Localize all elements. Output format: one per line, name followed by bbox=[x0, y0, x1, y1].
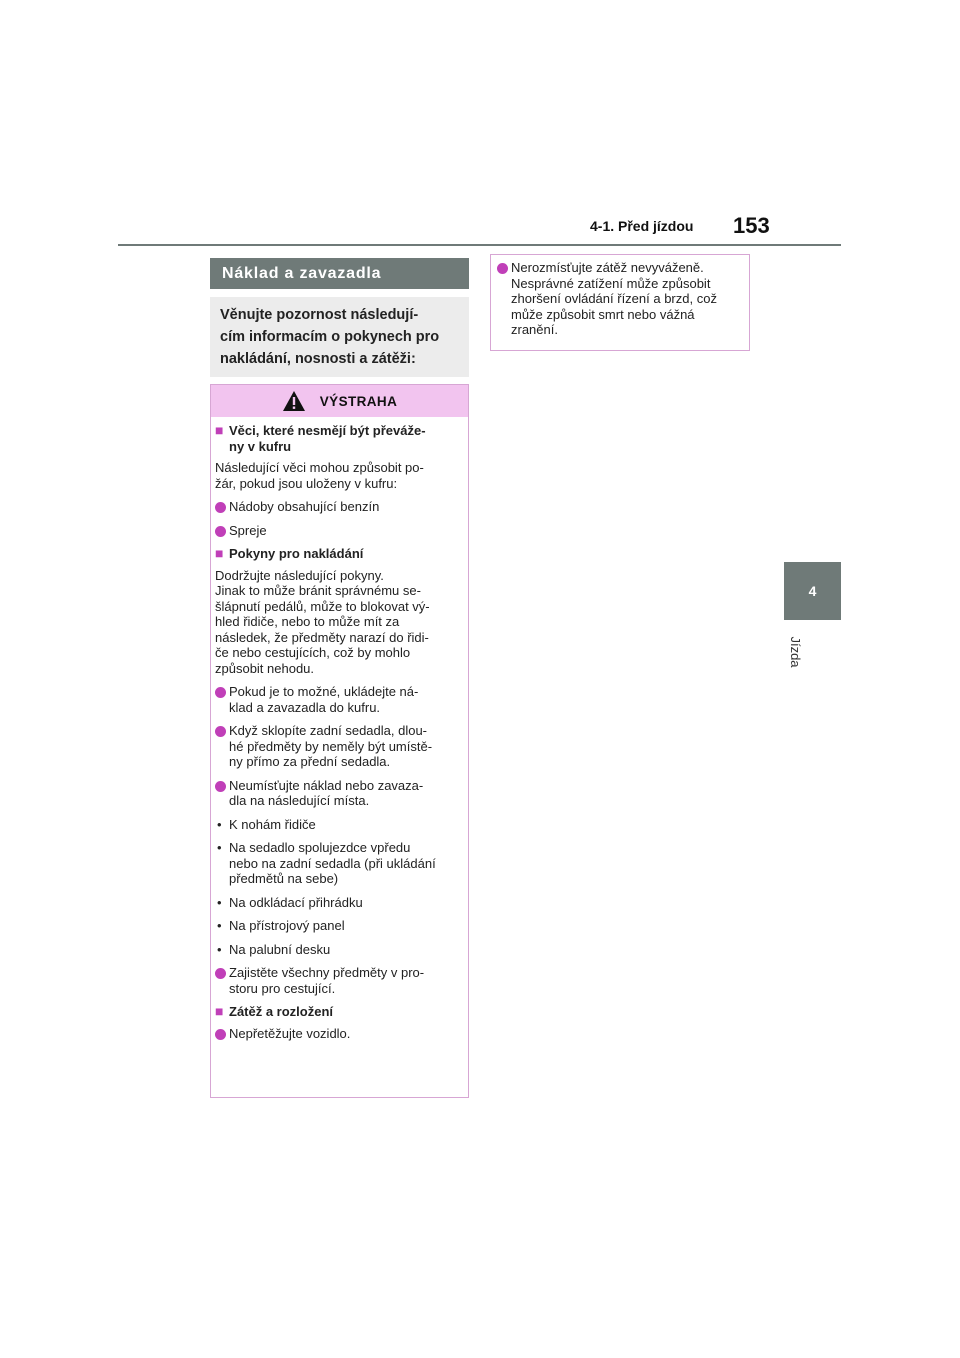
bullet-icon: • bbox=[217, 894, 222, 910]
page-number: 153 bbox=[733, 213, 770, 238]
caution-text: Nerozmísťujte zátěž nevyváženě. Nesprávné zatížení může způsobit zhoršení ovládání řízení a brzd, což může způsobit smrt nebo vážná zranění. bbox=[511, 260, 717, 337]
intro-line: nakládání, nosnosti a zátěži: bbox=[220, 351, 416, 367]
item-text: Pokud je to možné, ukládejte ná- klad a zavazadla do kufru. bbox=[229, 684, 419, 715]
item-text: Na přístrojový panel bbox=[229, 918, 345, 933]
subsection-heading bbox=[215, 1004, 460, 1020]
subsection-heading-text: Pokyny pro nakládání bbox=[229, 546, 364, 561]
paragraph bbox=[215, 568, 460, 677]
intro-box bbox=[210, 297, 469, 377]
bullet-dot-icon bbox=[215, 684, 229, 715]
bullet-dot-icon bbox=[215, 523, 229, 539]
square-bullet-icon: ■ bbox=[215, 422, 224, 438]
list-item bbox=[215, 1026, 460, 1042]
subsection-heading bbox=[215, 423, 460, 454]
chapter-number: 4 bbox=[808, 583, 817, 599]
section-heading: Náklad a zavazadla bbox=[210, 258, 469, 289]
list-item bbox=[497, 260, 743, 338]
item-text: Na odkládací přihrádku bbox=[229, 894, 363, 910]
list-item bbox=[215, 965, 460, 996]
warning-title: VÝSTRAHA bbox=[319, 393, 398, 409]
list-item bbox=[215, 723, 460, 770]
paragraph bbox=[215, 460, 460, 491]
header-divider bbox=[118, 244, 841, 246]
subsection-heading bbox=[215, 546, 460, 562]
square-bullet-icon: ■ bbox=[215, 1003, 224, 1019]
item-text: K nohám řidiče bbox=[229, 816, 316, 832]
bullet-dot-icon bbox=[215, 778, 229, 809]
warning-body bbox=[211, 417, 468, 1041]
bullet-icon: • bbox=[217, 941, 222, 957]
sub-list-item bbox=[215, 895, 460, 911]
sub-list-item bbox=[215, 840, 460, 887]
intro-line: cím informacím o pokynech pro bbox=[220, 329, 440, 345]
subsection-heading-text: Zátěž a rozložení bbox=[229, 1004, 334, 1019]
bullet-icon: • bbox=[217, 816, 222, 832]
item-text: Když sklopíte zadní sedadla, dlou- hé předměty by neměly být umístě- ny přímo za přední sedadla. bbox=[229, 723, 433, 769]
caution-box bbox=[490, 254, 750, 351]
list-item bbox=[215, 523, 460, 539]
sub-list-item bbox=[215, 942, 460, 958]
item-text: Na palubní desku bbox=[229, 941, 331, 957]
bullet-dot-icon bbox=[215, 723, 229, 770]
warning-header bbox=[211, 385, 468, 417]
chapter-tab bbox=[784, 562, 841, 620]
list-item bbox=[215, 684, 460, 715]
warning-box bbox=[210, 384, 469, 1098]
bullet-icon: • bbox=[217, 918, 222, 933]
item-text: Na sedadlo spolujezdce vpředu nebo na zadní sedadla (při ukládání předmětů na sebe) bbox=[229, 840, 436, 886]
item-text: Nádoby obsahující benzín bbox=[229, 499, 380, 514]
item-text: Neumísťujte náklad nebo zavaza- dla na následující místa. bbox=[229, 777, 424, 808]
chapter-label: Jízda bbox=[788, 636, 803, 668]
header-section-title: 4-1. Před jízdou bbox=[590, 218, 694, 234]
bullet-dot-icon bbox=[215, 499, 229, 515]
item-text: Spreje bbox=[229, 522, 267, 538]
sub-list-item bbox=[215, 918, 460, 934]
list-item bbox=[215, 499, 460, 515]
list-item bbox=[215, 778, 460, 809]
item-text: Nepřetěžujte vozidlo. bbox=[229, 1025, 351, 1041]
subsection-heading-text: Věci, které nesmějí být převáže- ny v kufru bbox=[229, 423, 426, 454]
item-text: Následující věci mohou způsobit po- žár, pokud jsou uloženy v kufru: bbox=[215, 460, 424, 491]
square-bullet-icon: ■ bbox=[215, 545, 224, 561]
item-text: Zajistěte všechny předměty v pro- storu pro cestující. bbox=[229, 965, 425, 996]
bullet-dot-icon bbox=[215, 1026, 229, 1042]
bullet-dot-icon bbox=[215, 965, 229, 996]
item-text: Dodržujte následující pokyny. Jinak to může bránit správnému se- šlápnutí pedálů, může to blokovat vý- hled řidiče, nebo to může mít za následek, že předměty narazí do řidi- če nebo cestujících, což by mohlo způsobit nehodu. bbox=[215, 567, 430, 676]
sub-list-item bbox=[215, 817, 460, 833]
bullet-icon: • bbox=[217, 840, 222, 855]
intro-line: Věnujte pozornost následují- bbox=[220, 307, 419, 323]
warning-triangle-icon bbox=[282, 390, 306, 412]
bullet-dot-icon bbox=[497, 260, 511, 338]
